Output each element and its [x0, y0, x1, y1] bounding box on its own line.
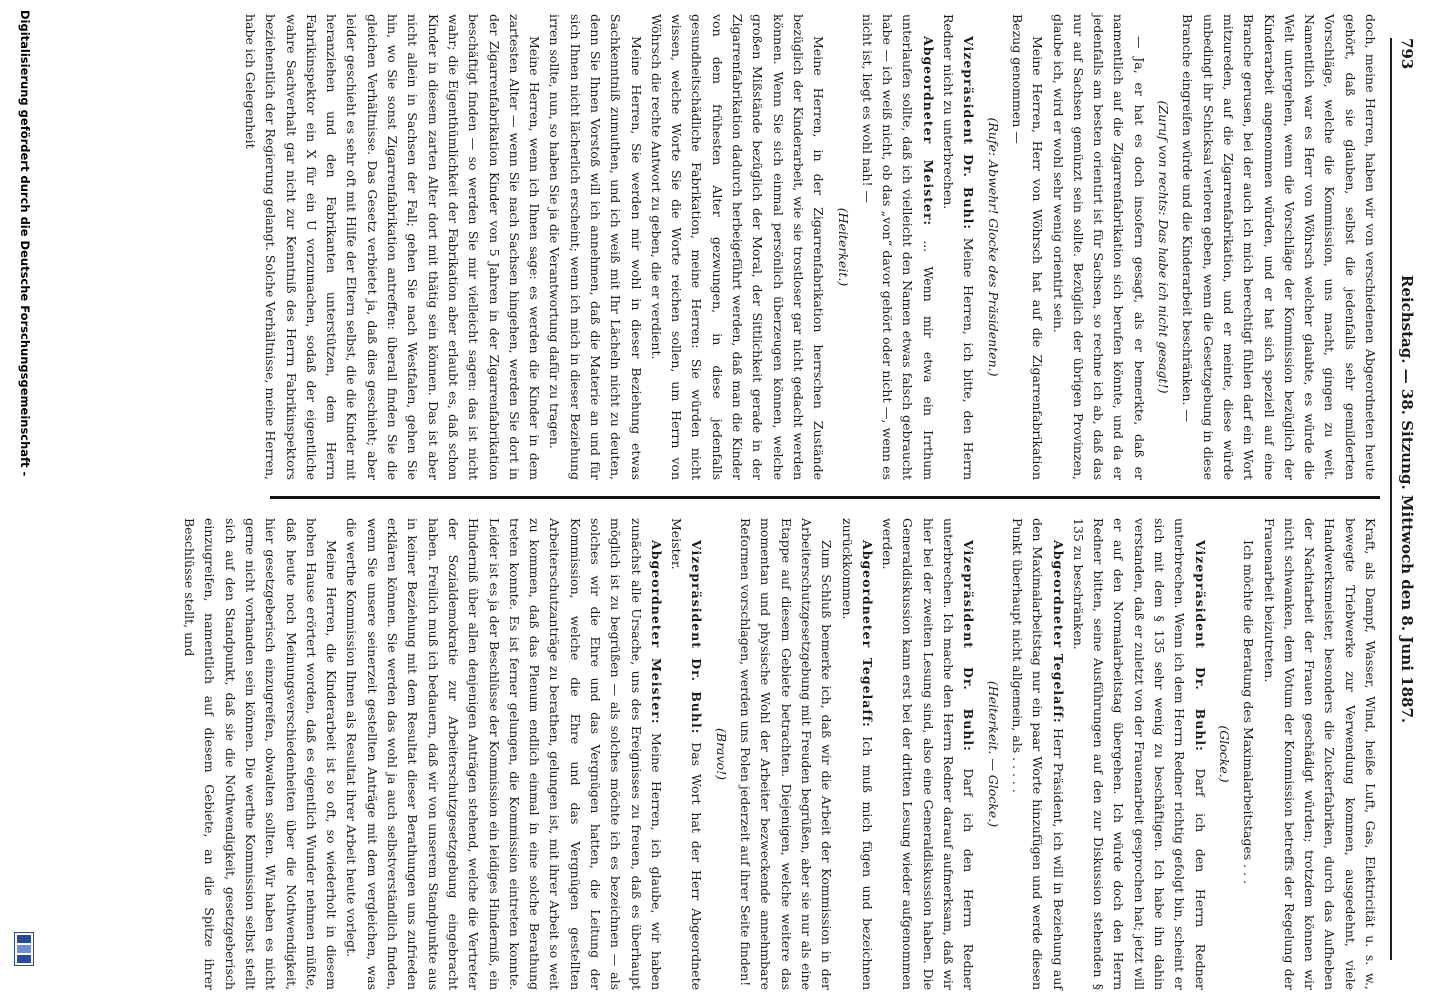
paragraph	[666, 518, 707, 990]
speaker-name: Vizepräsident Dr. Buhl:	[961, 540, 977, 752]
paragraph	[857, 14, 938, 480]
paragraph-text: Meine Herren, die Kinderarbeit ist so oft, so wiederholt in diesem hohen Hause erörtert worden, daß es eigentlich Wunder nehmen müßte, daß heute noch Meinungsverschiedenheiten über die Nothwendigkeit, hier gesetzgeberisch einzugreifen, obwalten sollten. Wir haben es nicht gerne nicht vorhanden sein können. Die werthe Kommission selbst stellt sich auf den Standpunkt, daß sie die Nothwendigkeit, gesetzgeberisch einzugreifen, namentlich auf diesem Gebiete, an die Spitze ihrer Beschlüsse stellt, und	[182, 518, 340, 990]
paragraph	[1238, 518, 1258, 990]
page-header	[1390, 38, 1424, 960]
paragraph-text: Darf ich den Herrn Redner unterbrechen. Wenn ich dem Herrn Redner richtig gefolgt bin, scheint er sich mit dem § 135 sehr wenig zu beschäftigen. Ich habe ihn dahin verstanden, daß er zuletzt von der Frauenarbeit gesprochen hat; jetzt will er auf den Normalarbeitstag übergehen. Ich würde doch den Herrn Redner bitten, seine Ausführungen auf den zur Diskussion stehenden § 135 zu beschränken.	[1070, 518, 1208, 990]
paragraph	[735, 518, 836, 990]
speaker-name: Abgeordneter Meister:	[648, 540, 664, 725]
paragraph-text: doch, meine Herren, haben wir von verschiedenen Abgeordneten heute gehört, daß sie glauben, selbst die jedenfalls sehr gemilderten Vorschläge, welche die Kommission, uns macht, gingen zu weit. Namentlich war es Herr von Wöhrsch welcher glaubte, es würde die Welt untergehen, wenn die Vorschläge der Kommission bezüglich der Kinderarbeit angenommen würden, und er hat sich speziell auf eine Branche gerusen, bei der auch ich mich berechtigt fühlen darf ein Wort mitzureden, auf die Zigarrenfabrikation, und er meinte, diese würde unbedingt ihr Schicksal verloren geben, wenn die Gesetzgebung in diese Branche eingreifen würde und die Kinderarbeit beschränken. —	[1180, 14, 1378, 480]
paragraph-text: Meine Herren, wenn ich Ihnen sage: es werden die Kinder in dem zartesten Alter — wenn Sie nach Sachsen hingehen, werden Sie dort in der Zigarrenfabrikation Kinder von 5 Jahren in der Zigarrenfabrikation beschäftigt finden — so werden Sie mir vielleicht sagen: das ist nicht wahr; die Eigenthümlichkeit der Fabrikation aber erlaubt es, daß schon Kinder in diesem zarten Alter dort mit thätig sein können. Das ist aber nicht allein in Sachsen der Fall; gehen Sie nach Westfalen, gehen Sie hin, wo Sie sonst Zigarrenfabrikation antreffen: überall finden Sie die gleichen Verhältnisse. Das Gesetz verbietet ja, daß dies geschieht; aber leider geschieht es sehr oft mit Hilfe der Eltern selbst, die die Kinder mit heranziehen und den Fabrikanten unterstützen, dem Herrn Fabrikinspektor ein X für ein U vorzumachen, sodaß der eigentliche wahre Sachverhalt gar nicht zur Kenntniß des Herrn Fabrikinspektors beziehentlich der Regierung gelangt. Solche Verhältnisse, meine Herren, habe ich Gelegenheit	[242, 14, 543, 480]
stage-direction: (Rufe: Abwehr! Glocke des Präsidenten.)	[985, 117, 1001, 377]
stage-direction: (Glocke.)	[1216, 725, 1232, 783]
paragraph	[179, 518, 341, 990]
paragraph-text: Kraft, als Dampf, Wasser, Wind, heiße Luft, Gas, Elektricität u. s. w., bewegte Triebwerke zur Verwendung kommen, ausgedehnt, viele Handwerksmeister, besonders die Zuckerfabriken, durch das Aufheben der Nachtarbeit der Frauen geschädigt würden; trotzdem können wir nicht schwanken, dem Votum der Kommission betreffs der Regelung der Frauenarbeit beizutreten.	[1261, 518, 1378, 990]
paragraph	[1007, 518, 1068, 990]
paragraph	[1177, 14, 1380, 480]
stage-direction: (Bravo!)	[713, 728, 729, 780]
header-rule	[1390, 38, 1392, 960]
speaker-name: Abgeordneter Meister:	[920, 36, 936, 227]
column-divider	[270, 496, 1380, 499]
speaker-name: Vizepräsident Dr. Buhl:	[1192, 540, 1208, 752]
paragraph-text: ... Wenn mir etwa ein Irrthum unterlaufen sollte, daß ich vielleicht den Namen etwas falsch gebraucht habe — ich weiß nicht, ob das „von“ davor gehört oder nicht —, wenn es nicht ist, liegt es wohl nah! —	[859, 14, 936, 480]
paragraph	[544, 14, 645, 480]
left-column	[242, 14, 1380, 480]
paragraph-text: Zum Schluß bemerke ich, daß wir die Arbeit der Kommission in der Arbeiterschutzgesetzgebung mit Freuden begrüßen, aber sie nur als eine Etappe auf diesem Gebiete betrachten. Diejenigen, welche weitere das momentan und physische Wohl der Arbeiter bezweckende annehmbare Reformen vorschlagen, werden uns Polen jederzeit auf ihrer Seite finden!	[738, 518, 835, 990]
paragraph	[240, 14, 544, 480]
dfg-logo-icon	[14, 932, 34, 966]
stage-direction: (Heiterkeit.)	[835, 207, 851, 287]
paragraph	[1258, 518, 1380, 990]
paragraph	[1007, 14, 1048, 480]
speaker-name: Vizepräsident Dr. Buhl:	[961, 36, 977, 231]
paragraph	[836, 518, 877, 990]
speaker-name: Abgeordneter Tegelaff:	[859, 540, 875, 728]
page-title: Reichstag. — 38. Sitzung. Mittwoch den 8. Juni 1887.	[1398, 274, 1416, 724]
paragraph-text: Meine Herren, Herr von Wöhrsch hat auf die Zigarrenfabrikation Bezug genommen —	[1009, 14, 1046, 480]
paragraph-text: Meine Herren, ich bitte, den Herrn Redner nicht zu unterbrechen.	[941, 14, 977, 480]
paragraph	[341, 518, 666, 990]
paragraph-text: Das Wort hat der Herr Abgeordnete Meister.	[669, 518, 705, 990]
speaker-name: Abgeordneter Tegelaff:	[1050, 540, 1066, 724]
paragraph	[938, 14, 979, 480]
paragraph-text: — Ja, er hat es doch insofern gesagt, als er bemerkte, daß er namentlich auf die Zigarrenfabrikation sich berufen könnte, und da er jedenfalls am besten orientirt ist für Sachsen, so rechne ich ab, daß das nur auf Sachsen gemünzt sein sollte. Bezüglich der übrigen Provinzen, glaube ich, wird er wohl sehr wenig orientirt sein.	[1050, 14, 1147, 480]
paragraph	[646, 14, 829, 480]
paragraph	[877, 518, 978, 990]
speaker-name: Vizepräsident Dr. Buhl:	[689, 540, 705, 735]
digitization-credit: Digitalisierung gefördert durch die Deutsche Forschungsgemeinschaft -	[18, 10, 32, 477]
paragraph-text: Herr Präsident, ich will in Beziehung auf den Maximalarbeitstag nur ein paar Worte hinzufügen und werde diesen Punkt überhaupt nicht allgemein, als . . . . .	[1009, 518, 1066, 990]
stage-direction: (Heiterkeit. — Glocke.)	[985, 680, 1001, 828]
paragraph-text: Ich möchte die Beratung des Maximalarbeitstages . . .	[1241, 540, 1257, 885]
paragraph	[1068, 518, 1210, 990]
right-column	[182, 518, 1380, 990]
paragraph-text: Meine Herren, ich glaube, wir haben zunächst alle Ursache, uns des Ereignisses zu freuen, daß es überhaupt möglich ist zu begrüßen — als solches möchte ich es bezeichnen — als solches wir die Ehre und das Vergnügen hatten, die Leitung der Kommission, welche die Ehre und das Vergnügen gestellten Arbeiterschutzanträge zu berathen, gelungen ist, mit ihrer Arbeit so weit zu kommen, daß das Plenum endlich einmal in eine solche Berathung treten konnte. Es ist ferner gelungen, die Kommission eintreten konnte. Leider ist es ja der Beschlüsse der Kommission ein leidiges Hinderniß, ein Hinderniß über allen denjenigen Anträgen stehend, welche die Vertreter der Sozialdemokratie zur Arbeiterschutzgesetzgebung eingebracht haben. Freilich muß ich bedauern, daß wir von unserem Standpunkte aus in keiner Beziehung mit dem Resultat dieser Berathungen uns zufrieden erklären können. Sie werden das wohl ja auch selbstverständlich finden, wenn Sie unsere seinerzeit gestellten Anträge mit dem vergleichen, was die werthe Kommission Ihnen als Resultat ihrer Arbeit heute vorlegt.	[344, 518, 664, 990]
stage-direction: (Zuruf von rechts: Das habe ich nicht gesagt!)	[1156, 100, 1172, 394]
paragraph-text: Meine Herren, in der Zigarrenfabrikation herrschen Zustände bezüglich der Kinderarbeit, wie sie trostloser gar nicht gedacht werden können. Wenn Sie sich einmal persönlich überzeugen können, welche großen Mißstände bezüglich der Moral, der Sittlichkeit gerade in der Zigarrenfabrikation dadurch herbeigeführt werden, daß man die Kinder von dem frühesten Alter gezwungen, in diese jedenfalls gesundheitschädliche Fabrikation, meine Herren: Sie würden nicht wissen, welche Worte Sie die Worte reichen sollen, um Herrn von Wöhrsch die rechte Antwort zu geben, die er verdient.	[648, 14, 827, 480]
paragraph-text: Darf ich den Herrn Redner unterbrechen. Ich mache den Herrn Redner darauf aufmerksam, daß wir hier bei der zweiten Lesung sind, also eine Generaldiskussion haben. Die Generaldiskussion kann erst bei der dritten Lesung wieder aufgenommen werden.	[880, 518, 977, 990]
paragraph-text: Meine Herren, Sie werden mir wohl in dieser Beziehung etwas Sachkenntniß zumuthen, und ich weiß mit Ihr Lächeln nicht zu deuten, denn Sie Ihnen Vorstoß will ich annehmen, daß die Materie an und für sich Ihnen nicht lächerlich erscheint; wenn ich mich in dieser Beziehung irren sollte, nun, so haben Sie ja die Verantwortung dafür zu tragen.	[547, 14, 644, 480]
page-number: 793	[1398, 38, 1416, 70]
page-footer	[0, 10, 60, 980]
paragraph	[1047, 14, 1148, 480]
paragraph-text: Ich muß mich fügen und bezeichnen zurückkommen.	[839, 518, 875, 990]
